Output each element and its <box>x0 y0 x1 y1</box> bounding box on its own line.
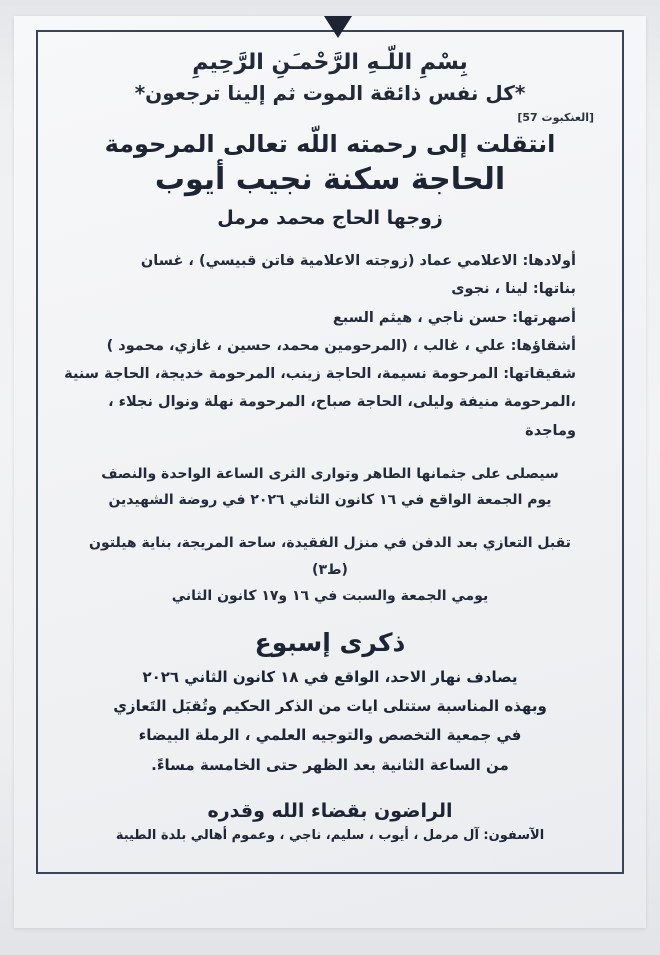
burial-line-2: يوم الجمعة الواقع في ١٦ كانون الثاني ٢٠٢٦ في روضة الشهيدين <box>108 492 552 509</box>
family-value-daughters: لينا ، نجوى <box>451 281 528 298</box>
memorial-line-3: في جمعية التخصص والتوجيه العلمي ، الرملة البيضاء <box>138 726 522 745</box>
quran-verse: *كل نفس ذائقة الموت ثم إلينا ترجعون* <box>134 81 526 105</box>
deceased-name: الحاجة سكنة نجيب أيوب <box>154 162 506 197</box>
family-label-sons-in-law: أصهرتها: <box>512 309 576 326</box>
signers-line: الآسفون: آل مرمل ، أيوب ، سليم، ناجي ، وعموم أهالي بلدة الطيبة <box>115 827 545 843</box>
memorial-title: ذكرى إسبوع <box>254 627 406 657</box>
family-value-sisters: المرحومة نسيمة، الحاجة زينب، المرحومة خديجة، الحاجة سنية ،المرحومة منيفة وليلى، الحاجة صباح، المرحومة نهلة ونوال نجلاء ، وماجدة <box>64 366 576 439</box>
memorial-body <box>72 663 588 780</box>
family-label-sons: أولادها: <box>522 253 576 269</box>
family-label-daughters: بناتها: <box>532 281 576 298</box>
family-value-brothers: علي ، غالب ، (المرحومين محمد، حسين ، غازي، محمود ) <box>106 337 506 354</box>
husband-line: زوجها الحاج محمد مرمل <box>217 207 443 229</box>
family-row-brothers <box>64 332 576 360</box>
family-label-sisters: شقيقاتها: <box>503 366 576 383</box>
family-value-sons: الاعلامي عماد (زوجته الاعلامية فاتن قبيسي) ، غسان <box>140 253 518 269</box>
passed-away-line: انتقلت إلى رحمته اللّه تعالى المرحومة <box>104 130 556 158</box>
family-value-sons-in-law: حسن ناجي ، هيثم السبع <box>332 309 508 326</box>
closing-phrase: الراضون بقضاء الله وقدره <box>207 799 453 822</box>
burial-line-1: سيصلى على جثمانها الطاهر وتوارى الثرى الساعة الواحدة والنصف <box>101 465 559 482</box>
memorial-line-1: يصادف نهار الاحد، الواقع في ١٨ كانون الثاني ٢٠٢٦ <box>142 667 518 686</box>
burial-details <box>78 461 582 514</box>
memorial-line-2: وبهذه المناسبة ستتلى ايات من الذكر الحكيم وتُقبَل التَعازي <box>113 697 547 716</box>
family-row-daughters <box>64 275 576 303</box>
obituary-content <box>54 46 606 898</box>
condolences-details <box>78 530 582 610</box>
condolences-line-2: يومي الجمعة والسبت في ١٦ و١٧ كانون الثاني <box>171 588 489 605</box>
condolences-line-1: تقبل التعازي بعد الدفن في منزل الفقيدة، ساحة المريجة، بناية هيلتون (ط٣) <box>89 535 571 578</box>
quran-verse-reference: [العنكبوت 57] <box>517 111 594 124</box>
basmala-text: بِسْمِ اللّـهِ الرَّحْمـَنِ الرَّحِيمِ <box>192 50 468 75</box>
top-notch-marker <box>324 16 352 38</box>
family-list <box>64 247 576 445</box>
family-label-brothers: أشقاؤها: <box>510 337 576 354</box>
family-row-sons <box>64 247 576 275</box>
family-row-sisters <box>64 360 576 445</box>
family-row-sons-in-law <box>64 304 576 332</box>
memorial-line-4: من الساعة الثانية بعد الظهر حتى الخامسة مساءً. <box>151 755 509 774</box>
obituary-paper <box>14 16 646 928</box>
